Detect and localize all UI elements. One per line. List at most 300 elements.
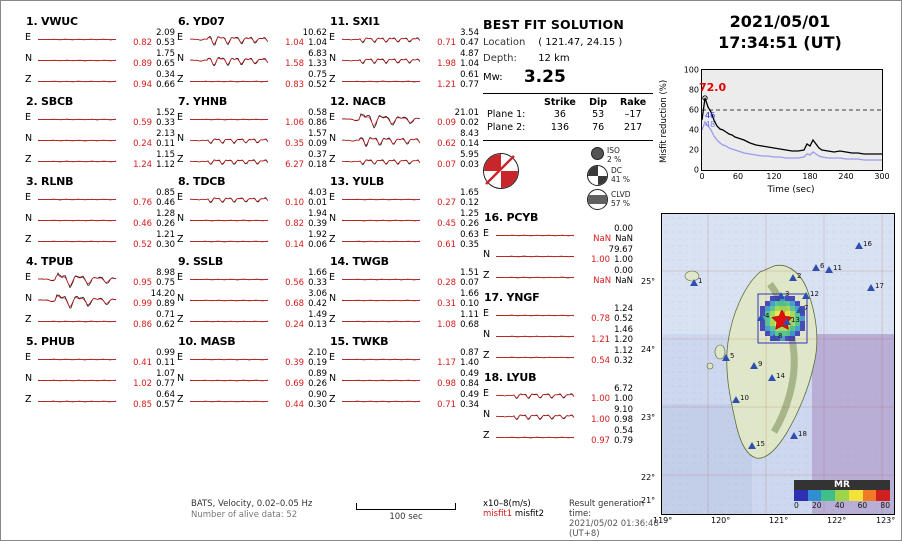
station-title: 2. SBCB [26,95,74,108]
amplitude-value: 79.67 [608,245,633,255]
clvd-label: CLVD 57 % [611,190,631,208]
misfit-values: 0.78 0.52 [591,314,633,324]
map-station-number: 5 [730,352,735,360]
trace-row [25,290,173,311]
trace-values [117,150,175,170]
amplitude-value: 0.64 [156,390,175,400]
footer-line1: BATS, Velocity, 0.02–0.05 Hz [191,499,313,509]
trace-values [117,49,175,69]
waveform-trace [38,269,116,290]
trace-values [269,150,327,170]
trace-row [25,349,173,370]
misfit-values: 0.82 0.53 [133,38,175,48]
waveform-trace [38,109,116,130]
amplitude-value: 1.11 [460,310,479,320]
component-label: N [177,53,185,64]
mw-label: Mw: [483,72,503,83]
map-y-tick: 21° [641,496,656,505]
misfit-values: 0.44 0.30 [285,400,327,410]
trace-values [269,108,327,128]
map-y-tick: 25° [641,277,656,286]
trace-values [269,268,327,288]
misfit-values: 0.71 0.47 [437,38,479,48]
map-station-marker [722,354,730,361]
amplitude-value: 0.34 [156,70,175,80]
amplitude-value: 0.49 [460,369,479,379]
trace-row [329,50,477,71]
component-label: E [177,352,184,363]
misfit-values: 1.58 1.33 [285,59,327,69]
trace-values [269,49,327,69]
waveform-trace [38,151,116,172]
trace-row [25,391,173,412]
trace-values [269,129,327,149]
misfit-reduction-chart [661,63,893,203]
table-body [483,108,653,134]
units-misfit [483,509,544,519]
trace-values [117,310,175,330]
misfit-values: NaN NaN [593,276,633,286]
trace-row [177,29,325,50]
misfit-values: 1.08 0.68 [437,320,479,330]
divider-top [483,93,653,94]
trace-row [25,269,173,290]
station-block [177,15,325,92]
amplitude-value: 2.09 [156,28,175,38]
amplitude-value: 0.71 [156,310,175,320]
waveform-trace [190,130,268,151]
waveform-trace [496,406,574,427]
map-station-number: 18 [798,430,807,438]
table-cell: Plane 1: [487,109,526,120]
map-x-tick: 120° [711,516,731,525]
waveform-trace [38,370,116,391]
waveform-trace [342,231,420,252]
waveform-trace [342,349,420,370]
waveform-trace [38,231,116,252]
component-label: E [329,112,336,123]
station-block [329,15,477,92]
trace-row [177,349,325,370]
amplitude-value: 1.52 [156,108,175,118]
trace-row [483,326,631,347]
component-label: Z [329,154,336,165]
trace-values [269,209,327,229]
amplitude-value: 0.00 [614,224,633,234]
waveform-trace [496,246,574,267]
waveform-trace [496,385,574,406]
misfit-values: 0.99 0.89 [133,299,175,309]
waveform-trace [190,290,268,311]
trace-row [177,189,325,210]
component-label: Z [25,394,32,405]
y-tick: 0 [693,165,699,175]
amplitude-value: 8.98 [156,268,175,278]
amplitude-value: 0.49 [460,390,479,400]
misfit-values: 0.94 0.66 [133,80,175,90]
amplitude-value: 1.75 [156,49,175,59]
misfit-values: 0.68 0.42 [285,299,327,309]
misfit-values: 0.83 0.52 [285,80,327,90]
misfit-values: 1.04 1.04 [285,38,327,48]
misfit-values: 0.24 0.11 [133,139,175,149]
trace-row [177,71,325,92]
waveform-trace [38,290,116,311]
mr-colorbar [794,480,890,510]
gen-label: Result generation time: [569,499,645,519]
station-title: 1. VWUC [26,15,78,28]
waveform-trace [190,29,268,50]
trace-row [329,290,477,311]
trace-values [421,209,479,229]
station-block [483,211,631,288]
trace-values [421,348,479,368]
station-title: 18. LYUB [484,371,537,384]
waveform-trace [38,349,116,370]
table-header-cell [483,97,537,108]
station-column-1 [25,15,173,415]
trace-row [329,189,477,210]
map-station-marker [748,442,756,449]
trace-row [329,130,477,151]
misfit-values: 0.69 0.26 [285,379,327,389]
station-title: 7. YHNB [178,95,228,108]
misfit-values: 0.27 0.12 [437,198,479,208]
trace-row [329,210,477,231]
waveform-trace [190,109,268,130]
misfit-y-axis-label: Misfit reduction (%) [659,79,669,163]
amplitude-value: 2.13 [156,129,175,139]
y-tick: 60 [688,105,699,115]
misfit-values: 0.76 0.46 [133,198,175,208]
trace-values [421,390,479,410]
amplitude-value: 1.65 [460,188,479,198]
waveform-trace [38,71,116,92]
amplitude-value: 0.87 [460,348,479,358]
trace-row [483,385,631,406]
trace-row [25,189,173,210]
misfit-values: 0.10 0.01 [285,198,327,208]
misfit-values: 0.31 0.10 [437,299,479,309]
component-label: Z [329,394,336,405]
component-label: E [177,272,184,283]
trace-values [269,230,327,250]
component-label: E [177,112,184,123]
trace-row [329,269,477,290]
iso-beachball [591,147,604,160]
trace-row [177,391,325,412]
map-station-marker [789,274,797,281]
y-tick: 40 [688,125,699,135]
component-label: Z [25,234,32,245]
trace-values [421,310,479,330]
station-title: 4. TPUB [26,255,74,268]
misfit-values: 0.14 0.06 [285,240,327,250]
waveform-trace [342,71,420,92]
amplitude-value: 0.75 [308,70,327,80]
misfit-values: 0.86 0.62 [133,320,175,330]
trace-values [575,224,633,244]
trace-values [117,390,175,410]
map-station-marker [790,432,798,439]
waveform-trace [38,210,116,231]
amplitude-value: 2.10 [308,348,327,358]
x-tick: 180 [802,172,818,181]
y-tick: 20 [688,145,699,155]
misfit-values: NaN NaN [593,234,633,244]
x-tick: 240 [838,172,854,181]
waveform-trace [38,311,116,332]
component-label: N [25,373,33,384]
misfit-values: 1.21 0.77 [437,80,479,90]
gen-value: 2021/05/02 01:36:48 (UT+8) [569,519,659,539]
misfit-values: 1.06 0.86 [285,118,327,128]
misfit-values: 1.24 1.12 [133,160,175,170]
trace-row [329,109,477,130]
iso-label: ISO 2 % [607,146,622,164]
component-label: N [177,293,185,304]
trace-row [483,406,631,427]
trace-values [575,405,633,425]
station-title: 9. SSLB [178,255,224,268]
trace-row [329,71,477,92]
trace-values [575,304,633,324]
x-tick: 60 [732,172,744,181]
component-label: E [25,192,32,203]
trace-row [329,391,477,412]
map-station-marker [770,334,778,341]
mr-tick: 60 [857,501,868,510]
component-label: Z [177,394,184,405]
map-station-marker [812,264,820,271]
component-label: E [329,32,336,43]
map-x-tick: 121° [769,516,789,525]
component-label: E [329,272,336,283]
component-label: N [25,213,33,224]
component-label: N [483,329,491,340]
map-station-marker [867,284,875,291]
mr-colorbar-title: MR [794,480,890,490]
table-row [483,121,653,134]
trace-row [329,231,477,252]
trace-values [269,28,327,48]
amplitude-value: 1.92 [308,230,327,240]
trace-values [269,390,327,410]
misfit-values: 0.59 0.33 [133,118,175,128]
trace-row [329,151,477,172]
waveform-trace [342,311,420,332]
trace-row [25,151,173,172]
amplitude-value: 1.28 [156,209,175,219]
misfit1-label: misfit1 [483,509,513,519]
component-label: N [25,133,33,144]
component-label: Z [25,154,32,165]
table-header-cell: Rake [619,97,647,108]
waveform-trace [496,225,574,246]
station-title: 15. TWKB [330,335,389,348]
station-title: 3. RLNB [26,175,74,188]
map-x-tick: 123° [876,516,896,525]
map-x-tick: 122° [827,516,847,525]
misfit-values: 0.35 0.09 [285,139,327,149]
misfit-label-46: 46 [705,111,716,120]
map-station-number: 8 [778,332,783,340]
amplitude-value: 1.94 [308,209,327,219]
misfit-values: 0.61 0.35 [437,240,479,250]
trace-values [421,268,479,288]
component-label: N [177,213,185,224]
misfit-values: 0.97 0.79 [591,436,633,446]
trace-values [269,70,327,90]
trace-row [329,311,477,332]
waveform-trace [342,151,420,172]
waveform-trace [190,231,268,252]
misfit-values: 0.45 0.26 [437,219,479,229]
table-header-row [483,97,653,108]
best-fit-solution-panel [483,17,653,144]
waveform-trace [342,29,420,50]
waveform-trace [342,210,420,231]
station-title: 11. SXI1 [330,15,380,28]
component-label: Z [177,74,184,85]
scale-label: 100 sec [389,512,423,522]
map-station-marker [783,318,791,325]
station-title: 6. YD07 [178,15,225,28]
component-label: Z [177,314,184,325]
clvd-beachball [587,189,608,210]
trace-values [575,325,633,345]
component-label: E [329,352,336,363]
trace-values [575,266,633,286]
x-tick: 120 [766,172,782,181]
footer-line2: Number of alive data: 52 [191,510,298,520]
nodal-plane-table [483,97,653,134]
location-label: Location [483,37,526,48]
trace-values [269,369,327,389]
mr-colorbar-ticks [794,501,890,510]
trace-values [117,289,175,309]
trace-values [117,188,175,208]
waveform-trace [342,130,420,151]
trace-row [483,225,631,246]
table-cell: –17 [624,109,642,120]
trace-row [177,109,325,130]
trace-values [269,310,327,330]
misfit-values: 0.71 0.34 [437,400,479,410]
trace-row [25,231,173,252]
table-header-cell: Strike [544,97,576,108]
event-time: 17:34:51 (UT) [718,33,842,52]
component-label: E [483,228,490,239]
waveform-trace [38,50,116,71]
component-label: N [177,133,185,144]
amplitude-value: 0.89 [308,369,327,379]
station-block [329,335,477,412]
misfit-values: 0.56 0.33 [285,278,327,288]
amplitude-value: 0.85 [156,188,175,198]
station-block [483,371,631,448]
amplitude-value: 0.00 [614,266,633,276]
trace-values [575,245,633,265]
amplitude-value: 1.25 [460,209,479,219]
misfit-values: 0.95 0.75 [133,278,175,288]
map-station-number: 14 [776,372,785,380]
station-column-2 [177,15,325,415]
amplitude-value: 10.62 [302,28,327,38]
waveform-trace [342,391,420,412]
map-station-marker [825,266,833,273]
map-station-number: 13 [791,316,800,324]
misfit-values: 0.39 0.19 [285,358,327,368]
station-block [329,95,477,172]
trace-row [483,267,631,288]
mr-colorbar-scale [794,490,890,501]
solution-mw [483,67,653,87]
waveform-trace [38,130,116,151]
waveform-trace [342,109,420,130]
trace-row [25,130,173,151]
trace-row [177,269,325,290]
misfit-values: 0.46 0.26 [133,219,175,229]
map-station-marker [796,306,804,313]
trace-values [421,49,479,69]
trace-row [25,71,173,92]
trace-row [177,50,325,71]
moment-tensor-decomposition [483,147,659,207]
depth-label: Depth: [483,53,517,64]
map-station-number: 4 [765,312,770,320]
waveform-trace [190,50,268,71]
component-label: N [483,409,491,420]
misfit-values: 0.07 0.03 [437,160,479,170]
map-station-number: 10 [740,394,749,402]
table-cell: 76 [592,122,605,133]
misfit-label-48: 48 [705,120,716,129]
misfit-values: 0.41 0.11 [133,358,175,368]
map-station-marker [757,314,765,321]
mr-tick: 20 [812,501,822,510]
component-label: Z [177,154,184,165]
component-label: Z [329,314,336,325]
table-cell: 36 [553,109,566,120]
map-station-marker [855,242,863,249]
misfit-values: 0.89 0.65 [133,59,175,69]
amplitude-value: 4.87 [460,49,479,59]
waveform-trace [190,71,268,92]
map-station-number: 16 [863,240,872,248]
component-label: Z [329,74,336,85]
misfit-values: 1.21 1.20 [591,335,633,345]
component-label: N [25,293,33,304]
map-station-number: 11 [833,264,842,272]
amplitude-value: 5.95 [460,150,479,160]
solution-title: BEST FIT SOLUTION [483,17,624,32]
amplitude-value: 6.83 [308,49,327,59]
waveform-trace [342,50,420,71]
table-cell: 217 [624,122,643,133]
amplitude-value: 1.24 [614,304,633,314]
map-station-number: 1 [698,277,703,285]
map-y-tick: 22° [641,473,656,482]
trace-values [117,268,175,288]
station-block [329,255,477,332]
amplitude-value: 8.43 [460,129,479,139]
station-block [177,335,325,412]
waveform-trace [496,427,574,448]
component-label: N [177,373,185,384]
component-label: Z [25,314,32,325]
amplitude-value: 0.99 [156,348,175,358]
